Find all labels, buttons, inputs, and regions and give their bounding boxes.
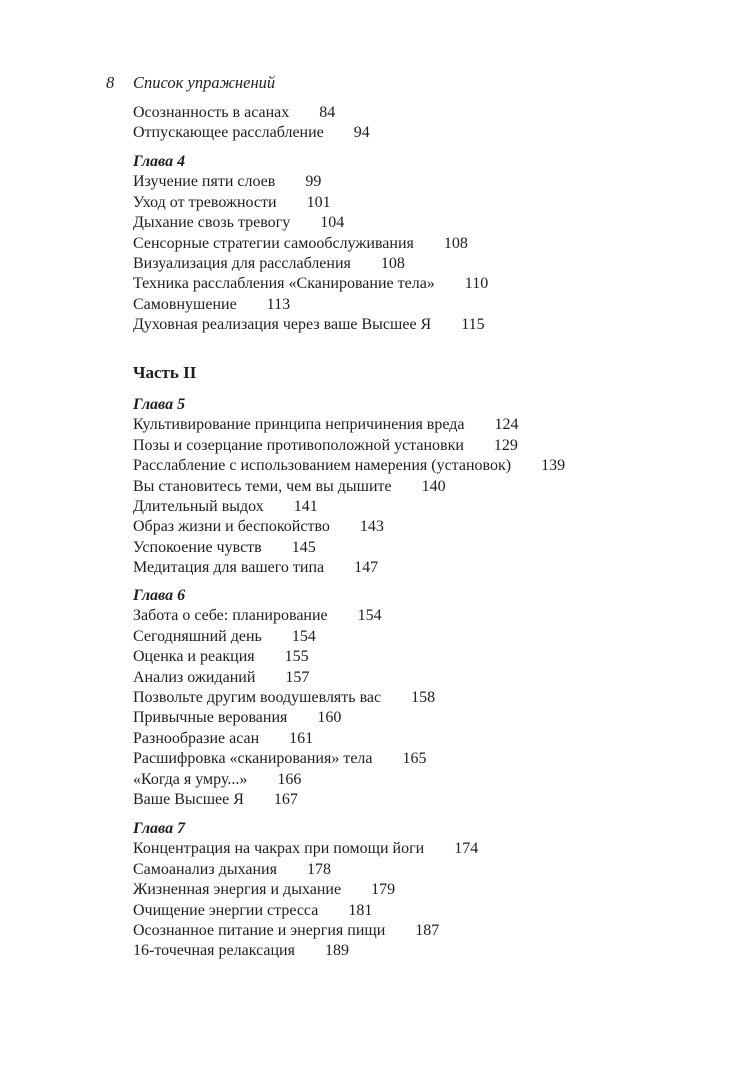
exercise-title: Сегодняшний день [133, 627, 262, 645]
exercise-entry [133, 708, 435, 728]
exercise-entry [133, 295, 488, 315]
exercise-entry [133, 770, 435, 790]
exercise-title: Разнообразие асан [133, 729, 260, 747]
section-chapter-6 [133, 586, 435, 810]
exercise-page-number: 174 [454, 840, 479, 858]
exercise-entry [133, 415, 565, 435]
section-chapter-5 [133, 395, 565, 579]
exercise-page-number: 129 [493, 436, 518, 454]
exercise-page-number: 110 [464, 275, 489, 293]
exercise-page-number: 155 [284, 648, 309, 666]
exercise-entry [133, 880, 478, 900]
section-continued [133, 103, 370, 144]
exercise-title: Привычные верования [133, 709, 288, 727]
exercise-page-number: 143 [359, 518, 384, 536]
exercise-page-number: 139 [541, 457, 566, 475]
exercise-title: 16-точечная релаксация [133, 942, 295, 960]
exercise-page-number: 145 [291, 538, 316, 556]
exercise-page-number: 108 [380, 254, 405, 272]
exercise-title: Вы становитесь теми, чем вы дышите [133, 477, 392, 495]
exercise-title: Осознанное питание и энергия пищи [133, 921, 386, 939]
exercise-page-number: 161 [289, 729, 314, 747]
exercise-entry [133, 315, 488, 335]
exercise-page-number: 160 [317, 709, 342, 727]
exercise-entry [133, 668, 435, 688]
exercise-page-number: 140 [421, 477, 446, 495]
exercise-page-number: 189 [324, 942, 349, 960]
exercise-title: Медитация для вашего типа [133, 559, 325, 577]
exercise-entry [133, 860, 478, 880]
exercise-title: Уход от тревожности [133, 193, 277, 211]
running-title: Список упражнений [133, 73, 276, 92]
exercise-title: Очищение энергии стресса [133, 901, 319, 919]
exercise-title: Концентрация на чакрах при помощи йоги [133, 840, 425, 858]
exercise-entry [133, 456, 565, 476]
exercise-page-number: 181 [348, 901, 373, 919]
exercise-title: Самовнушение [133, 295, 237, 313]
exercise-title: Расслабление с использованием намерения (установок) [133, 457, 512, 475]
chapter-heading: Глава 5 [133, 396, 186, 413]
exercise-page-number: 99 [305, 173, 322, 191]
exercise-page-number: 187 [415, 921, 440, 939]
exercise-page-number: 124 [494, 416, 519, 434]
exercise-entry [133, 103, 370, 123]
exercise-title: Дыхание свозь тревогу [133, 214, 291, 232]
exercise-page-number: 154 [291, 627, 316, 645]
exercise-title: Ваше Высшее Я [133, 790, 244, 808]
exercise-entry [133, 172, 488, 192]
exercise-page-number: 178 [306, 860, 331, 878]
exercise-title: Успокоение чувств [133, 538, 262, 556]
chapter-heading: Глава 7 [133, 820, 186, 837]
exercise-page-number: 104 [320, 214, 345, 232]
exercise-entry [133, 839, 478, 859]
exercise-page-number: 84 [319, 104, 336, 121]
chapter-heading: Глава 6 [133, 587, 186, 604]
exercise-title: Забота о себе: планирование [133, 607, 328, 625]
section-chapter-7 [133, 819, 478, 962]
exercise-entry [133, 274, 488, 294]
exercise-entry [133, 436, 565, 456]
exercise-entry [133, 941, 478, 961]
exercise-title: «Когда я умру...» [133, 770, 248, 788]
exercise-title: Сенсорные стратегии самообслуживания [133, 234, 414, 252]
exercise-title: Изучение пяти слоев [133, 173, 276, 191]
exercise-title: Позы и созерцание противоположной установки [133, 436, 464, 454]
exercise-page-number: 154 [357, 607, 382, 625]
exercise-page-number: 166 [277, 770, 302, 788]
exercise-page-number: 113 [266, 295, 291, 313]
exercise-entry [133, 123, 370, 143]
exercise-title: Духовная реализация через ваше Высшее Я [133, 316, 432, 334]
exercise-title: Длительный выдох [133, 497, 264, 515]
section-chapter-4 [133, 152, 488, 336]
exercise-title: Осознанность в асанах [133, 104, 290, 121]
exercise-entry [133, 647, 435, 667]
exercise-entry [133, 254, 488, 274]
chapter-heading: Глава 4 [133, 153, 186, 170]
exercise-page-number: 179 [371, 881, 396, 899]
exercise-title: Визуализация для расслабления [133, 254, 351, 272]
exercise-entry [133, 477, 565, 497]
part-heading: Часть II [133, 363, 197, 382]
exercise-page-number: 147 [354, 559, 379, 577]
exercise-entry [133, 517, 565, 537]
exercise-page-number: 115 [461, 316, 485, 334]
exercise-title: Расшифровка «сканирования» тела [133, 750, 373, 768]
running-header [106, 72, 275, 94]
exercise-entry [133, 538, 565, 558]
exercise-page-number: 157 [285, 668, 310, 686]
exercise-entry [133, 790, 435, 810]
page-number: 8 [106, 73, 115, 92]
exercise-entry [133, 234, 488, 254]
exercise-entry [133, 921, 478, 941]
exercise-page-number: 101 [306, 193, 331, 211]
exercise-page-number: 167 [273, 790, 298, 808]
exercise-page-number: 94 [353, 124, 370, 142]
exercise-title: Техника расслабления «Сканирование тела» [133, 275, 435, 293]
exercise-page-number: 158 [411, 688, 436, 706]
exercise-page-number: 165 [402, 750, 427, 768]
exercise-title: Образ жизни и беспокойство [133, 518, 330, 536]
exercise-page-number: 141 [293, 497, 318, 515]
exercise-entry [133, 606, 435, 626]
exercise-title: Жизненная энергия и дыхание [133, 881, 342, 899]
exercise-entry [133, 749, 435, 769]
exercise-entry [133, 729, 435, 749]
exercise-entry [133, 558, 565, 578]
exercise-entry [133, 627, 435, 647]
exercise-title: Анализ ожиданий [133, 668, 256, 686]
exercise-title: Позвольте другим воодушевлять вас [133, 688, 382, 706]
exercise-title: Самоанализ дыхания [133, 860, 277, 878]
exercise-title: Оценка и реакция [133, 648, 255, 666]
exercise-entry [133, 901, 478, 921]
exercise-entry [133, 688, 435, 708]
exercise-title: Культивирование принципа непричинения вреда [133, 416, 465, 434]
exercise-page-number: 108 [443, 234, 468, 252]
exercise-title: Отпускающее расслабление [133, 124, 324, 142]
exercise-entry [133, 497, 565, 517]
exercise-entry [133, 213, 488, 233]
exercise-entry [133, 193, 488, 213]
